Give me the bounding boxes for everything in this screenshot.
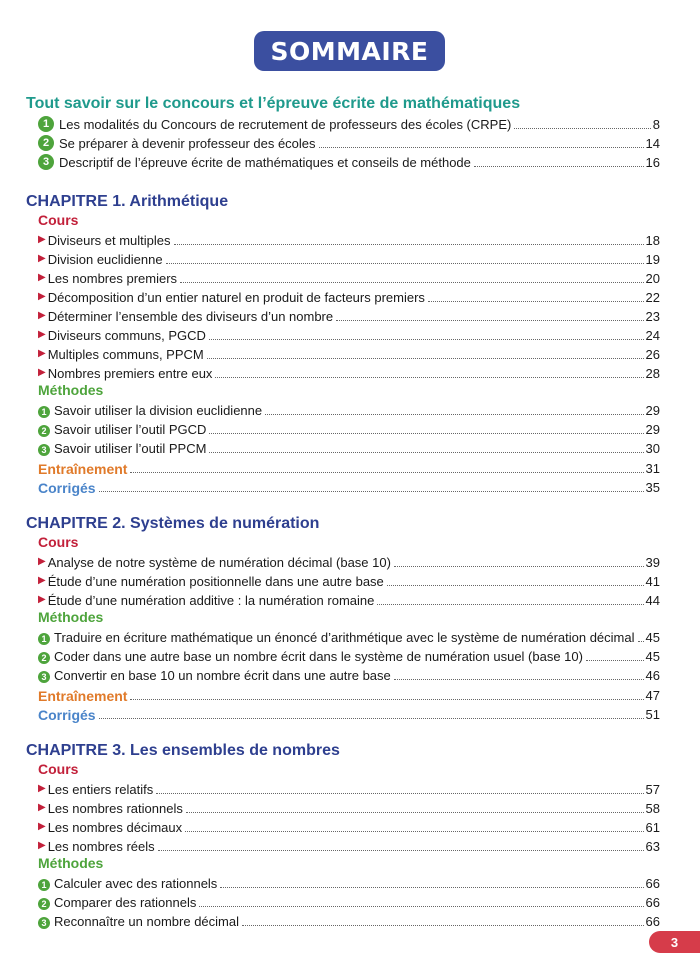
- toc-entry[interactable]: [38, 230, 660, 249]
- toc-entry-entrainement[interactable]: [38, 685, 660, 704]
- dot-leader: [207, 358, 644, 359]
- number-badge: 3: [38, 444, 50, 456]
- toc-entry-page: 51: [645, 707, 660, 722]
- toc-entry[interactable]: [38, 571, 660, 590]
- cours-label: Cours: [38, 534, 79, 550]
- page-title: SOMMAIRE: [254, 31, 445, 71]
- toc-entry-label: Les nombres rationnels: [47, 801, 183, 816]
- number-badge: 1: [38, 633, 50, 645]
- toc-entry-label: Multiples communs, PPCM: [47, 347, 204, 362]
- toc-entry-corriges[interactable]: [38, 477, 660, 496]
- dot-leader: [209, 452, 643, 453]
- chapter-2-heading: CHAPITRE 2. Systèmes de numération: [26, 515, 320, 532]
- toc-entry-label: Division euclidienne: [47, 252, 163, 267]
- number-badge: 1: [38, 116, 54, 132]
- triangle-bullet-icon: ▶: [38, 234, 46, 245]
- toc-entry[interactable]: [38, 268, 660, 287]
- toc-entry[interactable]: [38, 836, 660, 855]
- toc-entry-label: Traduire en écriture mathématique un énoncé d’arithmétique avec le système de numération décimal: [54, 630, 635, 645]
- triangle-bullet-icon: ▶: [38, 575, 46, 586]
- toc-entry[interactable]: [38, 779, 660, 798]
- triangle-bullet-icon: ▶: [38, 291, 46, 302]
- methodes-label: Méthodes: [38, 855, 104, 871]
- toc-entry[interactable]: [38, 665, 660, 684]
- toc-entry[interactable]: [38, 114, 660, 133]
- toc-entry-page: 66: [645, 895, 660, 910]
- number-badge: 2: [38, 652, 50, 664]
- toc-entry-label: Les entiers relatifs: [47, 782, 154, 797]
- toc-entry-page: 41: [645, 574, 660, 589]
- toc-entry-page: 19: [645, 252, 660, 267]
- methodes-label: Méthodes: [38, 609, 104, 625]
- toc-entry-page: 66: [645, 914, 660, 929]
- toc-entry-page: 20: [645, 271, 660, 286]
- toc-entry-label: Les nombres réels: [47, 839, 155, 854]
- toc-entry[interactable]: [38, 363, 660, 382]
- toc-entry-label: Les nombres premiers: [47, 271, 178, 286]
- triangle-bullet-icon: ▶: [38, 367, 46, 378]
- number-badge: 3: [38, 154, 54, 170]
- toc-entry-label: Savoir utiliser la division euclidienne: [54, 403, 263, 418]
- page-number-tab: 3: [649, 931, 700, 953]
- dot-leader: [215, 377, 643, 378]
- toc-entry[interactable]: [38, 911, 660, 930]
- toc-entry-label: Calculer avec des rationnels: [54, 876, 218, 891]
- toc-entry-label: Se préparer à devenir professeur des écoles: [59, 136, 316, 151]
- toc-entry[interactable]: [38, 552, 660, 571]
- toc-entry-label: Descriptif de l’épreuve écrite de mathématiques et conseils de méthode: [59, 155, 471, 170]
- dot-leader: [180, 282, 644, 283]
- toc-entry[interactable]: [38, 646, 660, 665]
- toc-entry-page: 35: [645, 480, 660, 495]
- toc-entry-page: 47: [645, 688, 660, 703]
- toc-entry-page: 66: [645, 876, 660, 891]
- toc-entry-label: Décomposition d’un entier naturel en produit de facteurs premiers: [47, 290, 425, 305]
- dot-leader: [158, 850, 644, 851]
- dot-leader: [319, 147, 644, 148]
- number-badge: 2: [38, 135, 54, 151]
- triangle-bullet-icon: ▶: [38, 821, 46, 832]
- toc-entry[interactable]: [38, 306, 660, 325]
- number-badge: 2: [38, 425, 50, 437]
- number-badge: 3: [38, 917, 50, 929]
- toc-entry-page: 39: [645, 555, 660, 570]
- toc-entry-label: Savoir utiliser l’outil PGCD: [54, 422, 207, 437]
- toc-entry-page: 23: [645, 309, 660, 324]
- dot-leader: [394, 566, 644, 567]
- dot-leader: [174, 244, 644, 245]
- toc-entry-label: Savoir utiliser l’outil PPCM: [54, 441, 207, 456]
- dot-leader: [99, 491, 644, 492]
- dot-leader: [209, 433, 643, 434]
- corriges-label: Corrigés: [38, 480, 96, 496]
- dot-leader: [336, 320, 643, 321]
- toc-entry-label: Diviseurs et multiples: [47, 233, 171, 248]
- toc-entry-page: 24: [645, 328, 660, 343]
- toc-entry-page: 46: [645, 668, 660, 683]
- toc-entry[interactable]: [38, 400, 660, 419]
- toc-entry[interactable]: [38, 419, 660, 438]
- entrainement-label: Entraînement: [38, 461, 128, 477]
- toc-entry-label: Convertir en base 10 un nombre écrit dans une autre base: [54, 668, 391, 683]
- methodes-label: Méthodes: [38, 382, 104, 398]
- toc-entry[interactable]: [38, 325, 660, 344]
- toc-entry-page: 22: [645, 290, 660, 305]
- triangle-bullet-icon: ▶: [38, 594, 46, 605]
- toc-entry[interactable]: [38, 798, 660, 817]
- toc-entry-page: 57: [645, 782, 660, 797]
- toc-entry-page: 18: [645, 233, 660, 248]
- dot-leader: [130, 699, 643, 700]
- dot-leader: [586, 660, 644, 661]
- toc-entry-page: 8: [652, 117, 660, 132]
- toc-entry-label: Étude d’une numération positionnelle dans une autre base: [47, 574, 384, 589]
- toc-entry-label: Diviseurs communs, PGCD: [47, 328, 206, 343]
- dot-leader: [242, 925, 644, 926]
- dot-leader: [130, 472, 643, 473]
- triangle-bullet-icon: ▶: [38, 272, 46, 283]
- dot-leader: [220, 887, 643, 888]
- dot-leader: [156, 793, 643, 794]
- entrainement-label: Entraînement: [38, 688, 128, 704]
- toc-entry-page: 31: [645, 461, 660, 476]
- toc-entry-page: 29: [645, 403, 660, 418]
- toc-entry-label: Reconnaître un nombre décimal: [54, 914, 239, 929]
- triangle-bullet-icon: ▶: [38, 783, 46, 794]
- toc-entry[interactable]: [38, 344, 660, 363]
- dot-leader: [265, 414, 643, 415]
- toc-entry[interactable]: [38, 249, 660, 268]
- cours-label: Cours: [38, 761, 79, 777]
- toc-entry[interactable]: [38, 627, 660, 646]
- toc-entry-page: 45: [645, 630, 660, 645]
- toc-entry[interactable]: [38, 590, 660, 609]
- toc-entry-page: 29: [645, 422, 660, 437]
- toc-entry[interactable]: [38, 152, 660, 171]
- toc-entry[interactable]: [38, 287, 660, 306]
- dot-leader: [428, 301, 644, 302]
- dot-leader: [185, 831, 643, 832]
- dot-leader: [377, 604, 643, 605]
- dot-leader: [209, 339, 644, 340]
- dot-leader: [638, 641, 644, 642]
- toc-entry[interactable]: [38, 438, 660, 457]
- dot-leader: [186, 812, 644, 813]
- dot-leader: [394, 679, 644, 680]
- toc-entry[interactable]: [38, 817, 660, 836]
- number-badge: 1: [38, 879, 50, 891]
- toc-entry-page: 26: [645, 347, 660, 362]
- toc-entry-page: 30: [645, 441, 660, 456]
- toc-entry-label: Les modalités du Concours de recrutement de professeurs des écoles (CRPE): [59, 117, 512, 132]
- number-badge: 1: [38, 406, 50, 418]
- dot-leader: [99, 718, 644, 719]
- toc-entry-label: Déterminer l’ensemble des diviseurs d’un nombre: [47, 309, 334, 324]
- toc-entry-page: 58: [645, 801, 660, 816]
- triangle-bullet-icon: ▶: [38, 348, 46, 359]
- toc-entry-page: 16: [645, 155, 660, 170]
- toc-entry[interactable]: [38, 133, 660, 152]
- triangle-bullet-icon: ▶: [38, 556, 46, 567]
- toc-entry-page: 44: [645, 593, 660, 608]
- number-badge: 3: [38, 671, 50, 683]
- intro-heading: Tout savoir sur le concours et l’épreuve écrite de mathématiques: [26, 95, 521, 112]
- chapter-1-heading: CHAPITRE 1. Arithmétique: [26, 193, 229, 210]
- triangle-bullet-icon: ▶: [38, 329, 46, 340]
- triangle-bullet-icon: ▶: [38, 253, 46, 264]
- chapter-3-heading: CHAPITRE 3. Les ensembles de nombres: [26, 742, 340, 759]
- toc-entry-label: Analyse de notre système de numération décimal (base 10): [47, 555, 391, 570]
- toc-entry-label: Coder dans une autre base un nombre écrit dans le système de numération usuel (base 10): [54, 649, 583, 664]
- cours-label: Cours: [38, 212, 79, 228]
- toc-entry-label: Nombres premiers entre eux: [47, 366, 213, 381]
- corriges-label: Corrigés: [38, 707, 96, 723]
- triangle-bullet-icon: ▶: [38, 840, 46, 851]
- toc-entry-entrainement[interactable]: [38, 458, 660, 477]
- toc-entry-label: Les nombres décimaux: [47, 820, 183, 835]
- triangle-bullet-icon: ▶: [38, 310, 46, 321]
- toc-entry-page: 28: [645, 366, 660, 381]
- toc-entry-label: Étude d’une numération additive : la numération romaine: [47, 593, 375, 608]
- toc-entry-page: 63: [645, 839, 660, 854]
- toc-entry-corriges[interactable]: [38, 704, 660, 723]
- toc-entry[interactable]: [38, 873, 660, 892]
- toc-entry-label: Comparer des rationnels: [54, 895, 197, 910]
- dot-leader: [474, 166, 644, 167]
- dot-leader: [387, 585, 644, 586]
- dot-leader: [199, 906, 643, 907]
- toc-entry[interactable]: [38, 892, 660, 911]
- toc-entry-page: 14: [645, 136, 660, 151]
- dot-leader: [166, 263, 644, 264]
- number-badge: 2: [38, 898, 50, 910]
- dot-leader: [514, 128, 650, 129]
- toc-entry-page: 45: [645, 649, 660, 664]
- triangle-bullet-icon: ▶: [38, 802, 46, 813]
- toc-entry-page: 61: [645, 820, 660, 835]
